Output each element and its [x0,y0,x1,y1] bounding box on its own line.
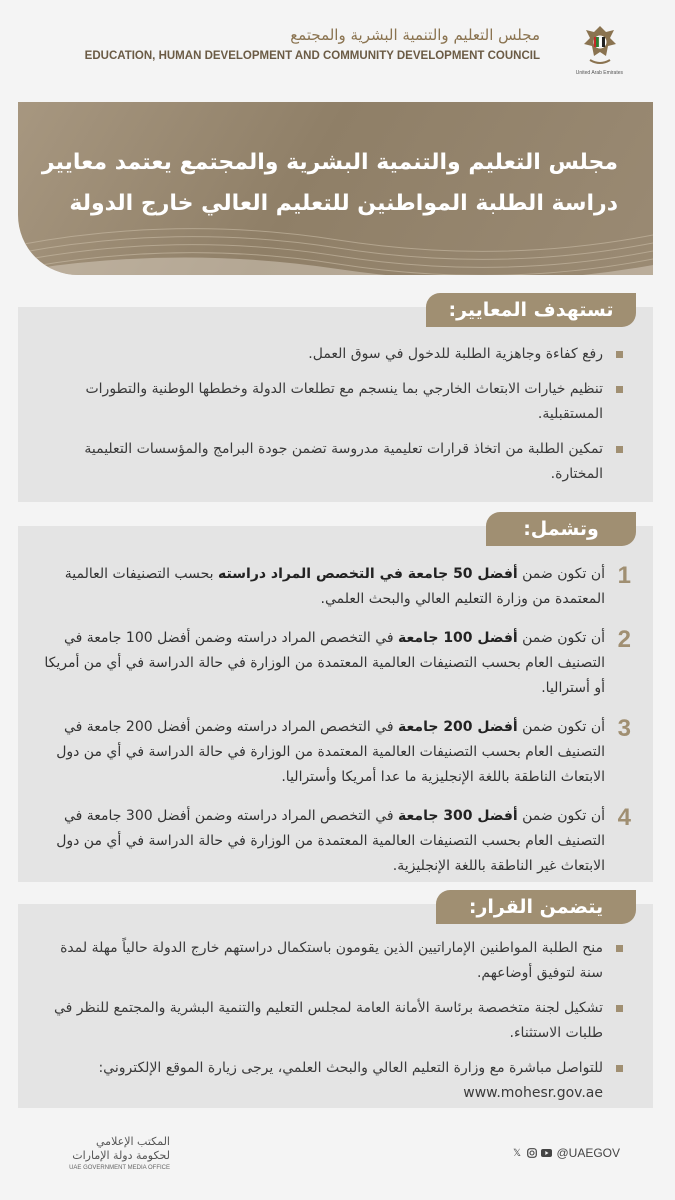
decision-list [48,936,623,1106]
instagram-icon[interactable] [526,1148,537,1159]
decision-heading: يتضمن القرار: [436,890,636,924]
title-line-1: مجلس التعليم والتنمية البشرية والمجتمع يعتمد معايير [41,150,618,175]
list-item[interactable]: للتواصل مباشرة مع وزارة التعليم العالي والبحث العلمي، يرجى زيارة الموقع الإلكتروني: www.mohesr.gov.ae [48,1056,623,1106]
targets-heading: تستهدف المعايير: [426,293,636,327]
targets-card [18,299,653,502]
list-item: تمكين الطلبة من اتخاذ قرارات تعليمية مدروسة تضمن جودة البرامج والمؤسسات التعليمية المختارة. [48,437,623,487]
youtube-icon[interactable] [541,1148,552,1159]
bullet-square-icon [616,1065,623,1072]
targets-list [48,342,623,487]
media-office-ar-1: المكتب الإعلامي [96,1135,170,1148]
x-icon[interactable]: 𝕏 [512,1147,521,1159]
list-item: منح الطلبة المواطنين الإماراتيين الذين يقومون باستكمال دراستهم خارج الدولة حالياً مهلة لمدة سنة لتوفيق أوضاعهم. [48,936,623,986]
bullet-square-icon [616,386,623,393]
media-office-en: UAE GOVERNMENT MEDIA OFFICE [69,1165,170,1171]
list-item: رفع كفاءة وجاهزية الطلبة للدخول في سوق العمل. [48,342,623,367]
bullet-square-icon [616,945,623,952]
bullet-square-icon [616,446,623,453]
list-item: 4 أن تكون ضمن أفضل 300 جامعة في التخصص المراد دراسته وضمن أفضل 300 جامعة في التصنيف العام بحسب التصنيفات العالمية المعتمدة من الوزارة في حالة الدراسة في أي من دول الابتعاث غير الناطقة باللغة الإنجليزية. [56,804,631,874]
title-banner [18,102,653,275]
council-name-ar: مجلس التعليم والتنمية البشرية والمجتمع [290,26,540,44]
media-office-logo [50,1135,170,1171]
includes-list [41,562,631,879]
social-bar [511,1146,620,1160]
includes-card [18,518,653,882]
uae-emblem-icon [580,22,620,72]
bullet-square-icon [616,1005,623,1012]
title-line-2: دراسة الطلبة المواطنين للتعليم العالي خارج الدولة [69,191,618,216]
list-item: 1 أن تكون ضمن أفضل 50 جامعة في التخصص المراد دراسته بحسب التصنيفات العالمية المعتمدة من وزارة التعليم العالي والبحث العلمي. [64,562,631,607]
list-item: 3 أن تكون ضمن أفضل 200 جامعة في التخصص المراد دراسته وضمن أفضل 200 جامعة في التصنيف العام بحسب التصنيفات العالمية المعتمدة من الوزارة في حالة الدراسة في أي من دول الابتعاث الناطقة باللغة الإنجليزية ما عدا أمريكا وأستراليا. [56,715,631,785]
council-name-en: EDUCATION, HUMAN DEVELOPMENT AND COMMUNITY DEVELOPMENT COUNCIL [84,50,540,62]
media-office-ar-2: لحكومة دولة الإمارات [72,1149,170,1162]
decision-card [18,896,653,1108]
list-item: تنظيم خيارات الابتعاث الخارجي بما ينسجم مع تطلعات الدولة وخططها الوطنية والتطورات المستقبلية. [48,377,623,427]
emblem-caption: United Arab Emirates [575,70,623,76]
page-title [38,142,618,224]
header [0,0,675,95]
social-handle[interactable]: @UAEGOV [556,1146,620,1160]
list-item: تشكيل لجنة متخصصة برئاسة الأمانة العامة لمجلس التعليم والتنمية البشرية والمجتمع للنظر في طلبات الاستثناء. [48,996,623,1046]
bullet-square-icon [616,351,623,358]
list-item: 2 أن تكون ضمن أفضل 100 جامعة في التخصص المراد دراسته وضمن أفضل 100 جامعة في التصنيف العام بحسب التصنيفات العالمية المعتمدة من الوزارة في حالة الدراسة في أي من أمريكا أو أستراليا. [44,626,631,696]
includes-heading: وتشمل: [486,512,636,546]
